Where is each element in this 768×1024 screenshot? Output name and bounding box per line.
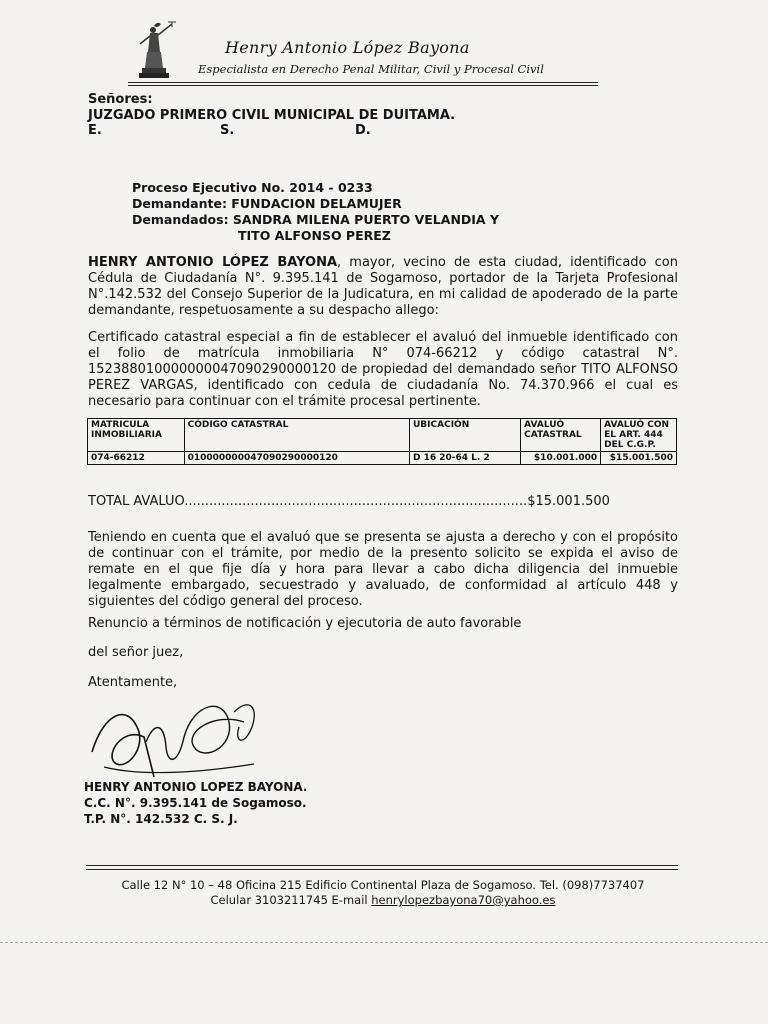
addressee-s: S.	[220, 123, 235, 138]
closing-line: del señor juez,	[88, 645, 184, 660]
case-process: Proceso Ejecutivo No. 2014 - 0233	[132, 180, 373, 195]
header-matricula: MATRICULA INMOBILIARIA	[88, 419, 185, 452]
signer-name: HENRY ANTONIO LOPEZ BAYONA.	[84, 780, 308, 794]
footer-email-link[interactable]: henrylopezbayona70@yahoo.es	[371, 893, 556, 907]
scan-artifact-line	[0, 942, 768, 943]
intro-paragraph	[88, 255, 678, 319]
case-defendants: Demandados: SANDRA MILENA PUERTO VELANDIA Y	[132, 212, 500, 227]
justice-statue-logo-icon	[132, 18, 178, 80]
letterhead-name: Henry Antonio López Bayona	[225, 38, 470, 57]
intro-text: , mayor, vecino de esta ciudad, identificado con Cédula de Ciudadanía N°. 9.395.141 de Sogamoso, portador de la Tarjeta Profesional N°.142.532 del Consejo Superior de la Judicatura, en mi calidad de apoderado de la parte demandante, respetuosamente a su despacho allego:	[88, 255, 678, 318]
cell-codigo: 010000000047090290000120	[184, 452, 409, 465]
signer-tp: T.P. N°. 142.532 C. S. J.	[84, 812, 238, 826]
total-label: TOTAL AVALUO	[88, 494, 185, 509]
addressee-e: E.	[88, 123, 102, 138]
header-avaluo-art: AVALUÓ CON EL ART. 444 DEL C.G.P.	[601, 419, 677, 452]
footer-contact	[88, 893, 678, 907]
header-ubicacion: UBICACIÓN	[410, 419, 521, 452]
appraisal-table	[87, 418, 677, 465]
court-name: JUZGADO PRIMERO CIVIL MUNICIPAL DE DUITAMA.	[88, 108, 456, 123]
case-defendants-cont: TITO ALFONSO PEREZ	[238, 228, 391, 243]
total-dots: ...................................................................................	[184, 494, 528, 509]
footer-address: Calle 12 N° 10 – 48 Oficina 215 Edificio Continental Plaza de Sogamoso. Tel. (098)7737407	[121, 878, 645, 892]
certificate-paragraph: Certificado catastral especial a fin de establecer el avaluó del inmueble identificado con el folio de matrícula inmobiliaria N° 074-66212 y código catastral N°. 152388010000000047090290000120 de propiedad del demandado señor TITO ALFONSO PEREZ VARGAS, identificado con cedula de ciudadanía No. 74.370.966 el cual es necesario para continuar con el trámite procesal pertinente.	[88, 330, 678, 409]
intro-name: HENRY ANTONIO LÓPEZ BAYONA	[88, 255, 338, 270]
letterhead-rule-thin	[128, 85, 598, 86]
handwritten-signature-icon	[84, 692, 284, 792]
cell-avaluo-art: $15.001.500	[601, 452, 677, 465]
request-paragraph: Teniendo en cuenta que el avaluó que se presenta se ajusta a derecho y con el propósito de continuar con el trámite, por medio de la presento solicito se expida el aviso de remate en el que fije día y hora para llevar a cabo dicha diligencia del inmueble legalmente embargado, secuestrado y avaluado, de conformidad al artículo 448 y siguientes del código general del proceso.	[88, 530, 678, 609]
header-codigo: CÓDIGO CATASTRAL	[184, 419, 409, 452]
closing-regards: Atentamente,	[88, 675, 178, 690]
table-row	[88, 452, 677, 465]
cell-avaluo-catastral: $10.001.000	[521, 452, 601, 465]
total-line	[88, 494, 678, 509]
header-avaluo-catastral: AVALUÓ CATASTRAL	[521, 419, 601, 452]
renuncia-text: Renuncio a términos de notificación y ejecutoria de auto favorable	[88, 616, 522, 631]
cell-matricula: 074-66212	[88, 452, 185, 465]
letterhead-rule	[128, 82, 598, 83]
case-plaintiff: Demandante: FUNDACION DELAMUJER	[132, 196, 402, 211]
footer-rule	[86, 865, 678, 866]
cell-ubicacion: D 16 20-64 L. 2	[410, 452, 521, 465]
signer-cc: C.C. N°. 9.395.141 de Sogamoso.	[84, 796, 307, 810]
salutation: Señores:	[88, 92, 153, 107]
letterhead-specialty: Especialista en Derecho Penal Militar, Civil y Procesal Civil	[198, 62, 544, 76]
footer-cell: Celular 3103211745 E-mail	[210, 893, 372, 907]
addressee-d: D.	[355, 123, 371, 138]
total-value: $15.001.500	[527, 494, 610, 509]
footer-rule-thin	[86, 869, 678, 870]
table-header-row	[88, 419, 677, 452]
